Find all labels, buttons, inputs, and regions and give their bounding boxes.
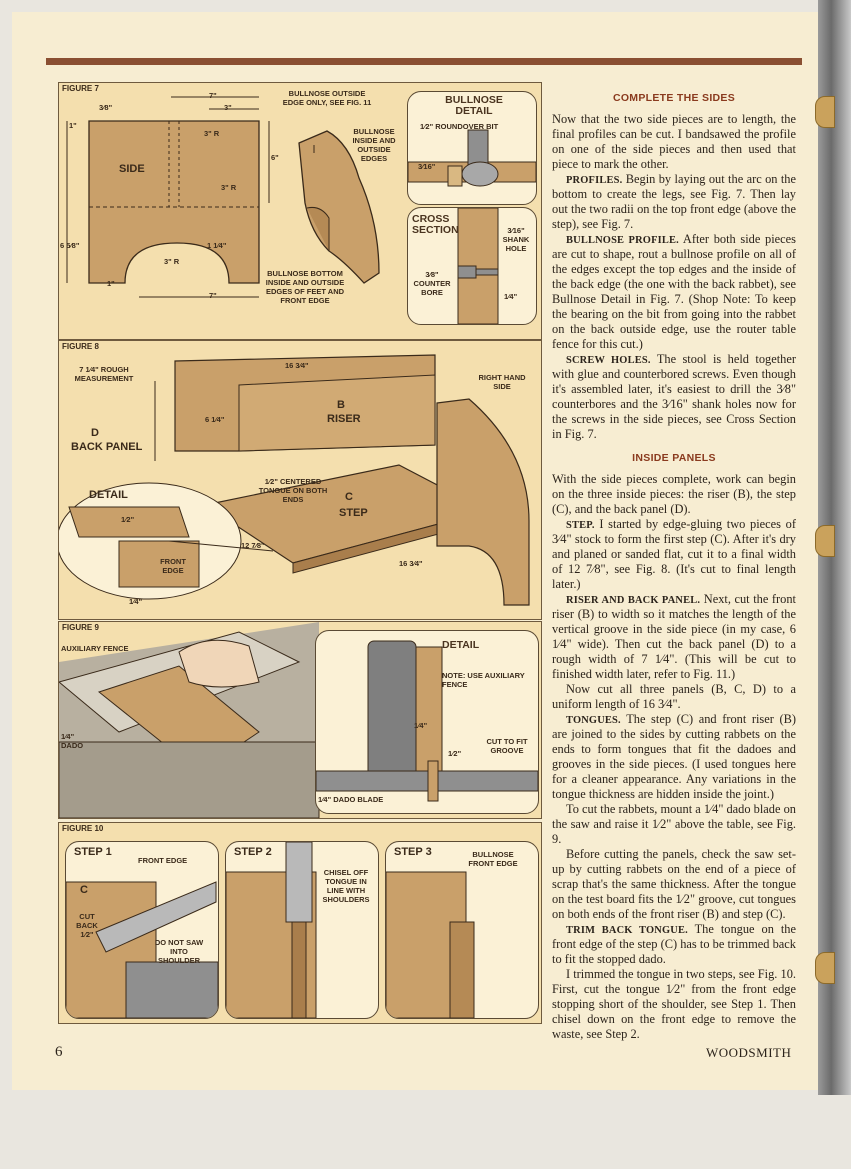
cross-section-title: CROSS SECTION — [412, 213, 459, 236]
top-rule — [46, 58, 802, 65]
rough-measurement-note: 7 1⁄4" ROUGH MEASUREMENT — [74, 365, 134, 383]
dim-1-1-4: 1 1⁄4" — [207, 241, 227, 250]
lead-in: BULLNOSE PROFILE. — [566, 235, 679, 246]
fig9-detail-title: DETAIL — [442, 639, 480, 651]
paragraph — [552, 232, 796, 352]
paragraph — [552, 592, 796, 682]
paragraph — [552, 517, 796, 592]
detail-label: DETAIL — [89, 489, 128, 501]
step-label: STEP — [339, 507, 368, 519]
lead-in: SCREW HOLES. — [566, 355, 651, 366]
dim-6-5-8: 6 5⁄8" — [60, 241, 80, 250]
radius-3: 3" R — [204, 129, 220, 138]
radius-3b: 3" R — [221, 183, 237, 192]
binder-tab — [815, 96, 835, 128]
paragraph — [552, 172, 796, 232]
paragraph — [552, 712, 796, 802]
do-not-saw-note: DO NOT SAW INTO SHOULDER — [154, 938, 204, 965]
binder-tab — [815, 952, 835, 984]
figure-9 — [58, 621, 542, 819]
auxiliary-fence-label: AUXILIARY FENCE — [61, 644, 129, 653]
figure-8 — [58, 340, 542, 620]
bullnose-front-note: BULLNOSE FRONT EDGE — [468, 850, 518, 868]
step-3-panel — [385, 841, 539, 1019]
step-1-title: STEP 1 — [74, 846, 112, 858]
dim-1-4: 1⁄4" — [504, 292, 518, 301]
front-edge-label: FRONT EDGE — [160, 557, 186, 575]
step-letter-c: C — [80, 884, 88, 896]
bullnose-inside-note: BULLNOSE INSIDE AND OUTSIDE EDGES — [352, 127, 396, 163]
paragraph: I trimmed the tongue in two steps, see Fig. 10. First, cut the tongue 1⁄2" from the front edge stopping short of the shoulder, see Step 1. Then chisel down on the front edge to remove the waste, see Step 2. — [552, 967, 796, 1041]
step-2-panel — [225, 841, 379, 1019]
back-panel-letter: D — [91, 427, 99, 439]
step-1-front-edge: FRONT EDGE — [138, 856, 188, 865]
step-2-title: STEP 2 — [234, 846, 272, 858]
bullnose-detail-box — [407, 91, 537, 205]
riser-letter: B — [337, 399, 345, 411]
side-label: SIDE — [119, 163, 145, 175]
aux-fence-note: NOTE: USE AUXILIARY FENCE — [442, 671, 525, 689]
paragraph-body: The step (C) and front riser (B) are joined to the sides by cutting rabbets on the ends to form tongues that fit the dadoes and grooves in the side pieces. (I used tongues here for a cleaner appearance. Any variations in the tongue thickness are hidden inside the joint.) — [552, 712, 796, 801]
paragraph: With the side pieces complete, work can begin on the three inside pieces: the riser (B), the step (C), and the back panel (D). — [552, 472, 796, 516]
dim-1-2: 1⁄2" — [448, 749, 462, 758]
cut-back-note: CUT BACK 1⁄2" — [76, 912, 98, 939]
figure-7-label: FIGURE 7 — [62, 84, 99, 93]
step-1-panel — [65, 841, 219, 1019]
dim-16-3-4: 16 3⁄4" — [285, 361, 309, 370]
roundover-bit-label: 1⁄2" ROUNDOVER BIT — [420, 122, 499, 131]
cross-section-box — [407, 207, 537, 325]
dim-6: 6" — [271, 153, 279, 162]
dim-1-4: 1⁄4" — [129, 597, 143, 606]
paragraph-body: The stool is held together with glue and counterbored screws. Even though it's assembled later, it's easiest to drill the 3⁄8" counterbores and the 3⁄16" shank holes now for the screws in the side pieces, see Cross Section in Fig. 7. — [552, 352, 796, 441]
dim-1: 1" — [69, 121, 77, 130]
bullnose-detail-title: BULLNOSE DETAIL — [445, 94, 503, 117]
paragraph: Now cut all three panels (B, C, D) to a uniform length of 16 3⁄4". — [552, 682, 796, 711]
radius-3c: 3" R — [164, 257, 180, 266]
figure-10 — [58, 822, 542, 1024]
dado-blade-label: 1⁄4" DADO BLADE — [318, 795, 384, 804]
paragraph: Now that the two side pieces are to length, the final profiles can be cut. I bandsawed the profile on one of the side pieces and then used that piece to mark the other. — [552, 112, 796, 171]
paragraph: To cut the rabbets, mount a 1⁄4" dado blade on the saw and raise it 1⁄2" above the table, see Fig. 9. — [552, 802, 796, 846]
back-panel-label: BACK PANEL — [71, 441, 143, 453]
dim-6-1-4: 6 1⁄4" — [205, 415, 225, 424]
shank-hole-label: 3⁄16" SHANK HOLE — [502, 226, 530, 253]
paragraph-body: Next, cut the front riser (B) to width so it matches the length of the vertical groove in the side piece (in my case, 6 1⁄4" wide). Then cut the back panel (D) to a rough width of 7 1⁄4". (This will be cut to finished width later, refer to Fig. 11.) — [552, 592, 796, 681]
dim-16-3-4b: 16 3⁄4" — [399, 559, 423, 568]
paragraph: Before cutting the panels, check the saw set-up by cutting rabbets on the end of a piece of scrap that's the same thickness. After the tongue on the test board fits the 1⁄2" groove, cut tongues on both ends of the front riser (B) and step (C). — [552, 847, 796, 921]
dado-label: 1⁄4" DADO — [61, 732, 84, 750]
paragraph-body: Begin by laying out the arc on the bottom to create the legs, see Fig. 7. Then lay out the two radii on the top front edge (above the step), see Fig. 7. — [552, 172, 796, 231]
paragraph-body: The tongue on the front edge of the step (C) has to be trimmed back to fit the stopped dado. — [552, 922, 796, 966]
step-3-title: STEP 3 — [394, 846, 432, 858]
riser-label: RISER — [327, 413, 361, 425]
tongue-note: 1⁄2" CENTERED TONGUE ON BOTH ENDS — [258, 477, 328, 504]
lead-in: TONGUES. — [566, 715, 621, 726]
cut-to-fit-note: CUT TO FIT GROOVE — [486, 737, 528, 755]
binder-tab — [815, 525, 835, 557]
running-head: WOODSMITH — [706, 1045, 792, 1060]
figure-10-label: FIGURE 10 — [62, 824, 104, 833]
dim-7: 7" — [209, 91, 217, 100]
lead-in: STEP. — [566, 520, 595, 531]
bullnose-outside-note: BULLNOSE OUTSIDE EDGE ONLY, SEE FIG. 11 — [282, 89, 372, 107]
figure-9-label: FIGURE 9 — [62, 623, 99, 632]
lead-in: RISER AND BACK PANEL. — [566, 595, 701, 606]
paragraph-body: After both side pieces are cut to shape, rout a bullnose profile on all of the edges except the top edges and the inside of the back edge (the one with the back rabbet), see Bullnose Detail in Fig. 7. (Shop Note: To keep the bearing on the bit from going into the rabbet on the back outside edge, use the router table fence for this cut.) — [552, 232, 796, 351]
figure-8-label: FIGURE 8 — [62, 342, 99, 351]
dim-12-7-8: 12 7⁄8" — [241, 541, 265, 550]
dim-3-8: 3⁄8" — [99, 103, 113, 112]
fig9-detail-box — [315, 630, 539, 814]
figure-7 — [58, 82, 542, 340]
dim-3: 3" — [224, 103, 232, 112]
paragraph — [552, 352, 796, 442]
page-number: 6 — [55, 1044, 63, 1060]
bullnose-bottom-note: BULLNOSE BOTTOM INSIDE AND OUTSIDE EDGES OF FEET AND FRONT EDGE — [265, 269, 345, 305]
lead-in: PROFILES. — [566, 175, 623, 186]
dim-1-4: 1⁄4" — [414, 721, 428, 730]
lead-in: TRIM BACK TONGUE. — [566, 925, 688, 936]
counter-bore-label: 3⁄8" COUNTER BORE — [413, 270, 451, 297]
paragraph — [552, 922, 796, 967]
step-letter: C — [345, 491, 353, 503]
article-column — [552, 82, 796, 1042]
dim-1-2: 1⁄2" — [121, 515, 135, 524]
heading-complete-sides: COMPLETE THE SIDES — [612, 92, 736, 104]
paragraph-body: I started by edge-gluing two pieces of 3⁄4" stock to form the first step (C). After it's dry and planed or sanded flat, cut it to a final width of 12 7⁄8", see Fig. 8. (It's cut to final length later.) — [552, 517, 796, 591]
step-3-drawing — [386, 842, 538, 1018]
chisel-note: CHISEL OFF TONGUE IN LINE WITH SHOULDERS — [322, 868, 370, 904]
dim-1b: 1" — [107, 279, 115, 288]
dim-7b: 7" — [209, 291, 217, 300]
dim-3-16: 3⁄16" — [418, 162, 436, 171]
heading-inside-panels: INSIDE PANELS — [632, 452, 716, 464]
right-side-label: RIGHT HAND SIDE — [478, 373, 526, 391]
